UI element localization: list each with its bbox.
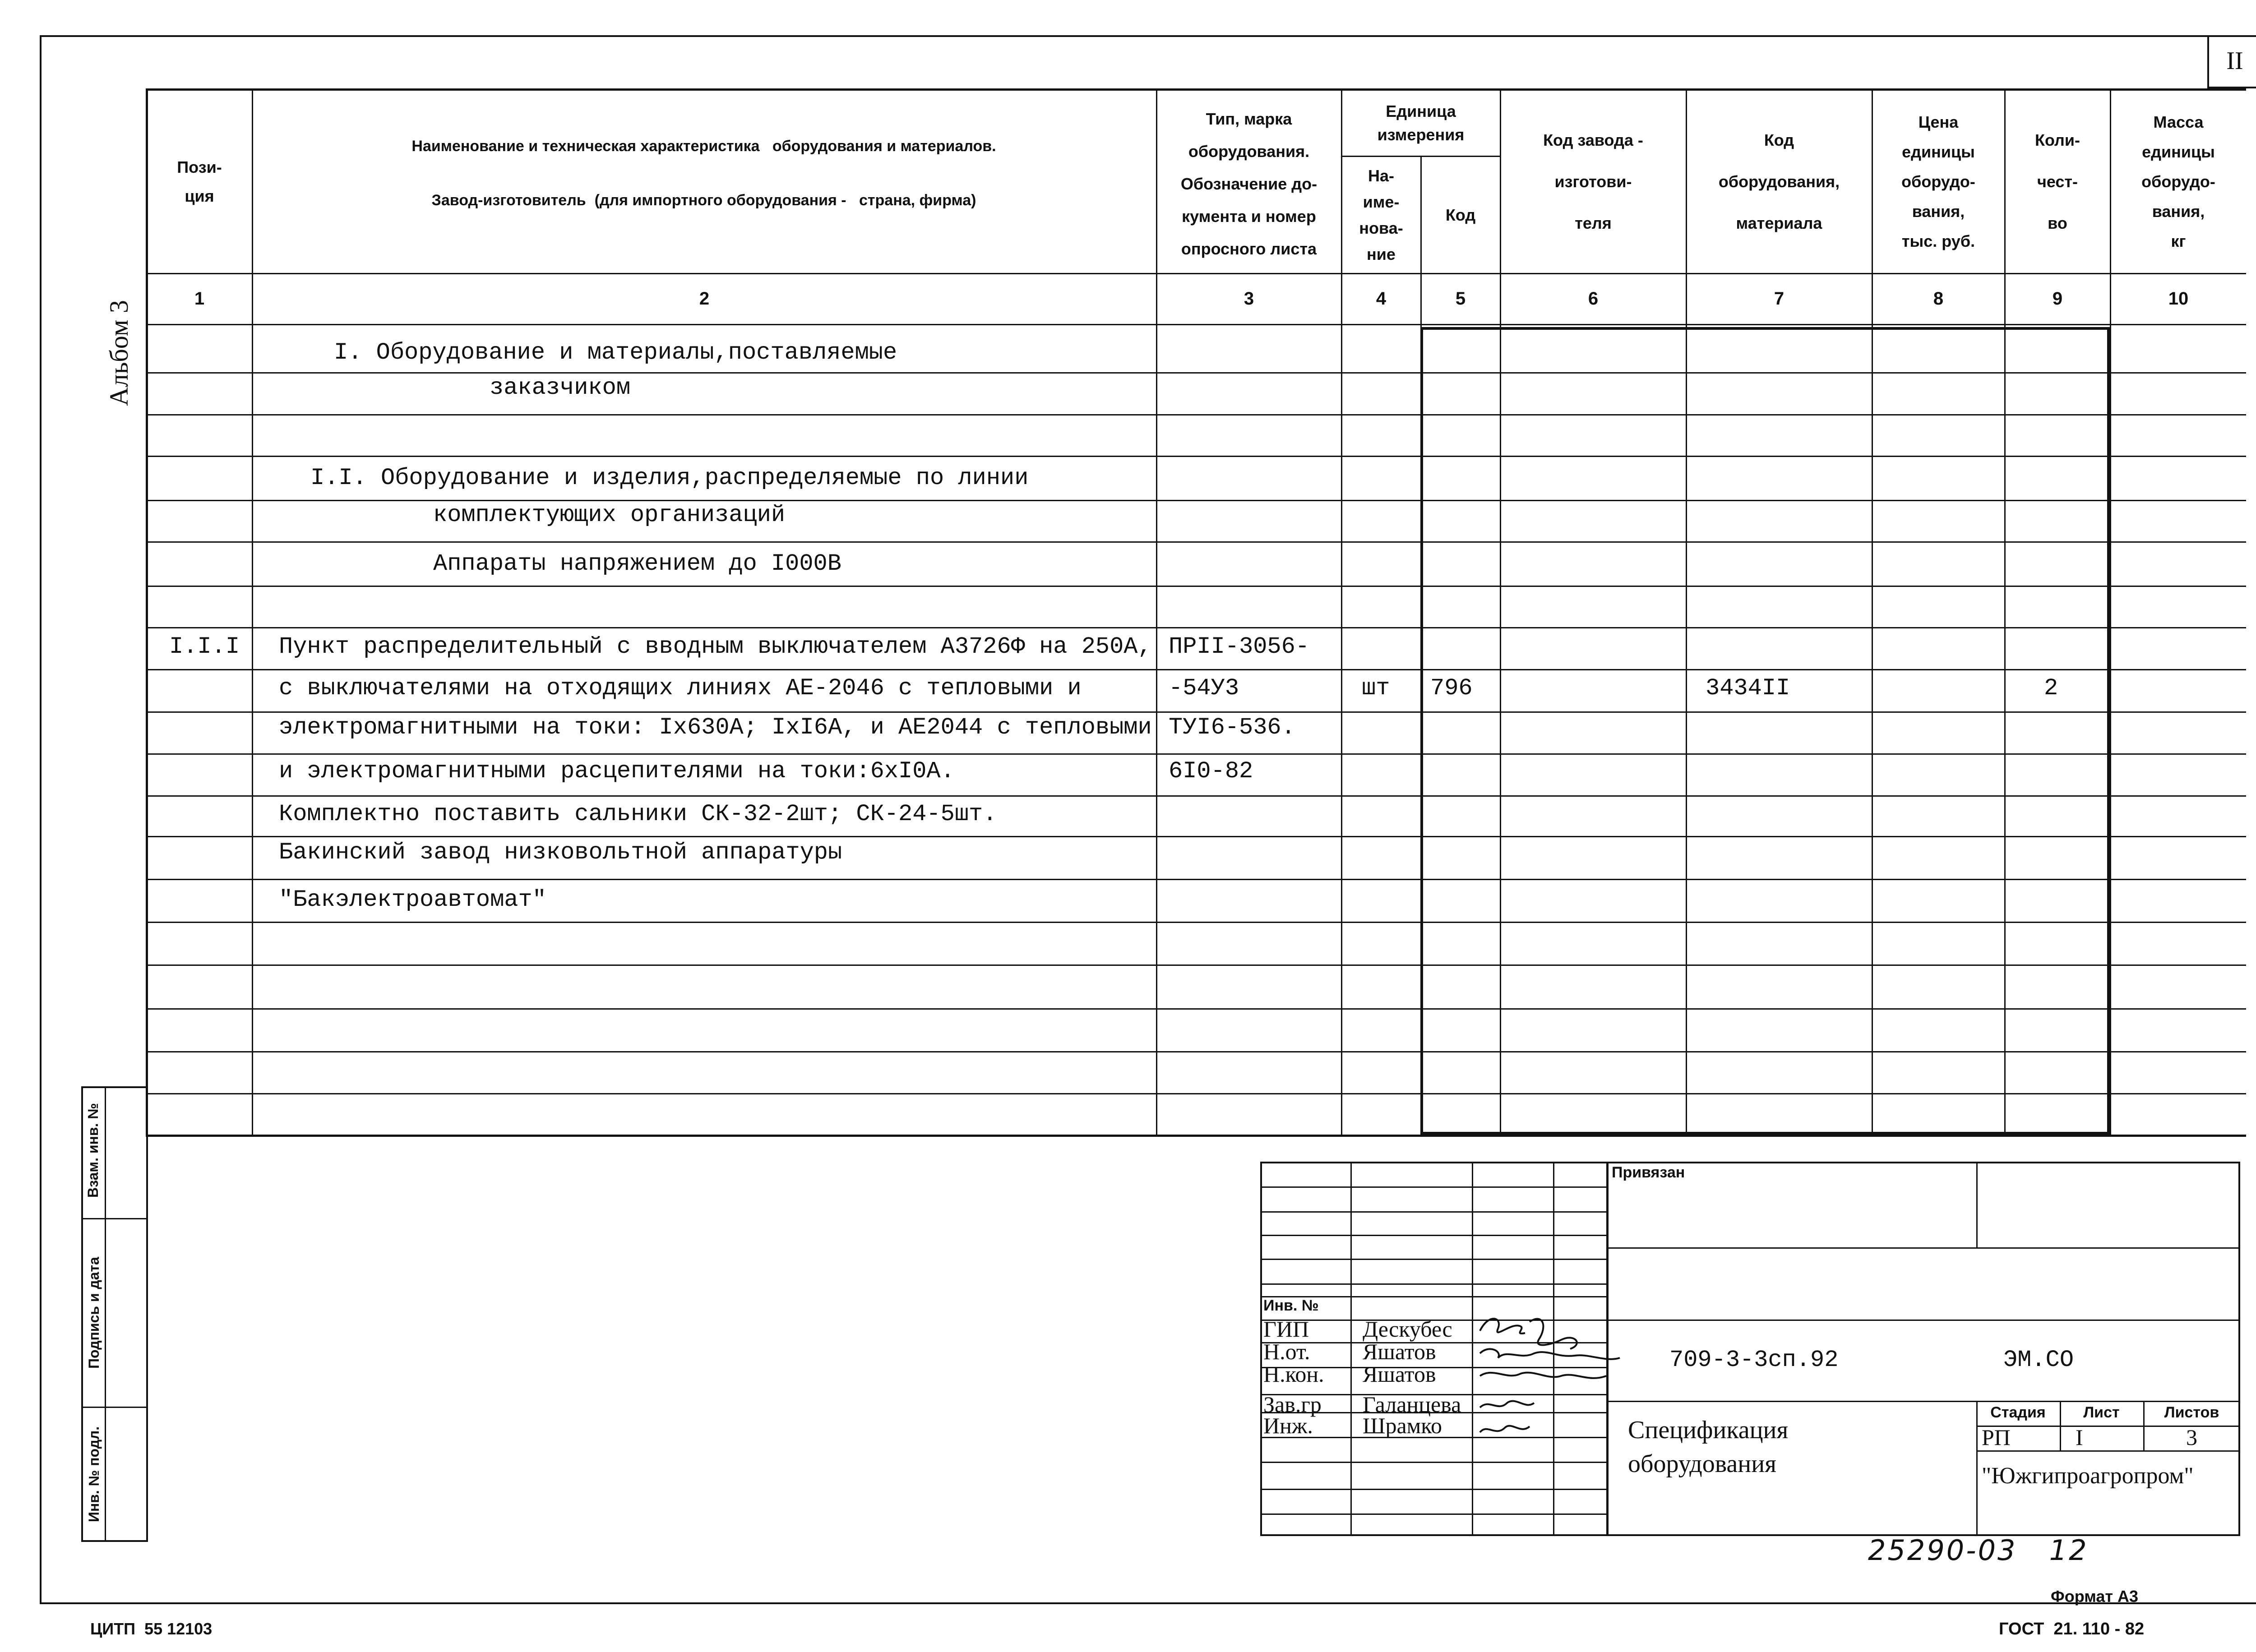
role-n-kon: Н.кон.: [1263, 1361, 1324, 1387]
name-shramko: Шрамко: [1363, 1413, 1442, 1438]
privyazan-label: Привязан: [1612, 1164, 1685, 1181]
organization: "Южгипроагропром": [1982, 1463, 2194, 1489]
sheet-number-box: [2207, 35, 2256, 88]
role-inzh: Инж.: [1263, 1413, 1313, 1438]
album-label: Альбом 3: [104, 300, 134, 406]
item-quantity: 2: [2044, 675, 2058, 701]
role-n-ot: Н.от.: [1263, 1339, 1310, 1364]
name-yashatov-1: Яшатов: [1363, 1339, 1436, 1364]
col-num-3: 3: [1244, 289, 1254, 309]
item-line-5: Комплектно поставить сальники СК-32-2шт; СК-24-5шт.: [279, 801, 997, 827]
archive-number: 25290-03 12: [1868, 1534, 2089, 1567]
sheet-label: Лист: [2083, 1404, 2120, 1421]
section-1-1-line1: I.I. Оборудование и изделия,распределяемые по линии: [310, 465, 1029, 491]
name-yashatov-2: Яшатов: [1363, 1361, 1436, 1387]
sheet-number: II: [2226, 47, 2243, 75]
header-name-line1: Наименование и техническая характеристика оборудования и материалов.: [411, 138, 996, 155]
header-quantity: Коли- чест- во: [2034, 130, 2080, 232]
format-label: Формат А3: [2051, 1587, 2139, 1606]
col-num-8: 8: [1933, 289, 1944, 309]
header-equipment-code: Код оборудования, материала: [1718, 130, 1840, 232]
side-podpis-label: Подпись и дата: [86, 1257, 102, 1369]
item-type-2: -54У3: [1169, 675, 1239, 701]
col-num-7: 7: [1774, 289, 1784, 309]
doc-mark: ЭМ.СО: [2003, 1347, 2074, 1373]
stage-label: Стадия: [1990, 1404, 2046, 1421]
item-type-3: ТУI6-536.: [1169, 714, 1295, 741]
header-unit-name: На- име- нова- ние: [1359, 166, 1403, 263]
col-num-2: 2: [699, 289, 710, 309]
gost-label: ГОСТ 21. 110 - 82: [1999, 1620, 2145, 1638]
header-mass: Масса единицы оборудо- вания, кг: [2141, 112, 2215, 250]
item-type-4: 6I0-82: [1169, 758, 1253, 784]
header-type: Тип, марка оборудования. Обозначение до- кумента и номер опросного листа: [1180, 109, 1318, 258]
name-galantseva: Галанцева: [1363, 1392, 1461, 1417]
item-line-4: и электромагнитными расцепителями на токи:6хI0А.: [279, 758, 955, 784]
doc-code: 709-3-3сп.92: [1669, 1347, 1839, 1373]
sheets-label: Листов: [2164, 1404, 2219, 1421]
inv-no-label: Инв. №: [1263, 1297, 1319, 1314]
item-unit: шт: [1362, 675, 1390, 701]
section-1-line2: заказчиком: [490, 374, 631, 401]
item-line-7: "Бакэлектроавтомат": [279, 886, 546, 913]
item-position: I.I.I: [169, 633, 240, 660]
col-num-1: 1: [194, 289, 205, 309]
item-line-3: электромагнитными на токи: Iх630А; IхI6А, и АЕ2044 с тепловыми: [279, 714, 1152, 741]
role-gip: ГИП: [1263, 1316, 1309, 1342]
name-deskubes: Дескубес: [1363, 1316, 1452, 1342]
sheets-value: 3: [2186, 1425, 2197, 1450]
section-1-1-line2: комплектующих организаций: [433, 502, 786, 528]
col-num-9: 9: [2052, 289, 2063, 309]
sheet-value: I: [2076, 1425, 2083, 1450]
header-position: Пози- ция: [177, 157, 222, 205]
doc-title-line2: оборудования: [1628, 1450, 1776, 1478]
doc-title-line1: Спецификация: [1628, 1416, 1789, 1444]
header-unit-group: Единица измерения: [1377, 102, 1465, 144]
col-num-5: 5: [1455, 289, 1466, 309]
item-equipment-code: 3434II: [1706, 675, 1790, 701]
item-line-2: с выключателями на отходящих линиях АЕ-2046 с тепловыми и: [279, 675, 1082, 701]
item-line-1: Пункт распределительный с вводным выключателем А3726Ф на 250А,: [279, 633, 1152, 660]
col-num-6: 6: [1588, 289, 1599, 309]
section-1-line1: I. Оборудование и материалы,поставляемые: [334, 339, 897, 366]
role-zav-gr: Зав.гр: [1263, 1392, 1322, 1417]
header-factory-code: Код завода - изготови- теля: [1543, 130, 1643, 232]
bottom-left-code: ЦИТП 55 12103: [90, 1620, 213, 1638]
header-unit-code: Код: [1445, 205, 1476, 224]
stage-value: РП: [1982, 1425, 2011, 1450]
item-line-6: Бакинский завод низковольтной аппаратуры: [279, 839, 842, 866]
col-num-4: 4: [1376, 289, 1387, 309]
subsection-title: Аппараты напряжением до I000В: [433, 550, 841, 577]
signatures-drawing: [1471, 1308, 1633, 1457]
side-inv-podl-label: Инв. № подл.: [86, 1426, 102, 1523]
item-unit-code: 796: [1430, 675, 1473, 701]
item-type-1: ПРII-3056-: [1169, 633, 1310, 660]
header-price: Цена единицы оборудо- вания, тыс. руб.: [1901, 112, 1975, 250]
col-num-10: 10: [2168, 289, 2189, 309]
header-name-line2: Завод-изготовитель (для импортного оборудования - страна, фирма): [431, 192, 976, 209]
side-vzam-label: Взам. инв. №: [85, 1103, 101, 1198]
